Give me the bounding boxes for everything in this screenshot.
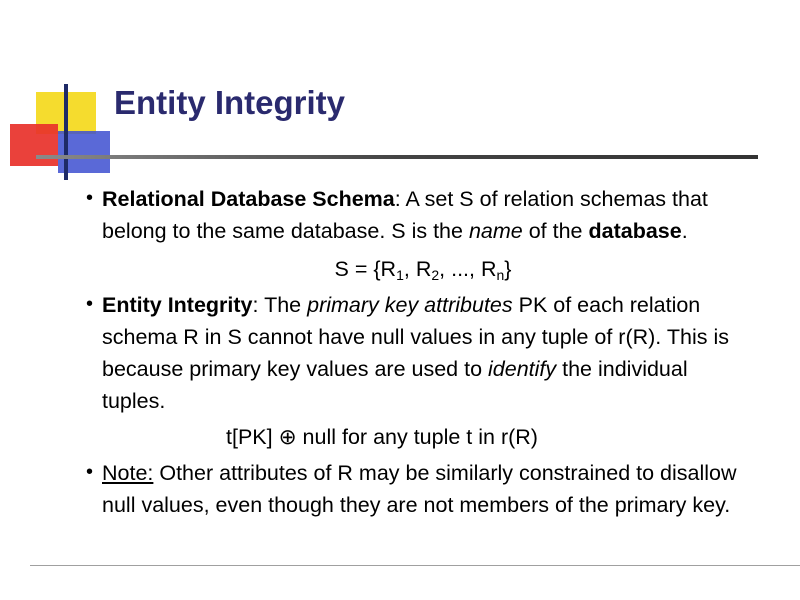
formula-part: , R: [403, 257, 432, 281]
bullet-text: Other attributes of R may be similarly constrained to disallow null values, even though they are not members of the primary key.: [102, 461, 737, 517]
term-relational-database-schema: Relational Database Schema: [102, 187, 395, 211]
bullet-entity-integrity: [84, 289, 744, 417]
title-underline-rule: [36, 155, 758, 159]
formula-part: }: [504, 257, 512, 281]
bullet-text: the individual tuples.: [102, 357, 688, 413]
formula-subscript: 1: [396, 267, 404, 283]
logo-red-square: [10, 124, 58, 166]
bullet-text: : The: [252, 293, 308, 317]
bullet-note: [84, 457, 744, 521]
bullet-text: PK of each relation schema R in S cannot have null values in any tuple of r(R). This is because primary key values are used to: [102, 293, 729, 381]
logo-vertical-bar: [64, 84, 68, 180]
slide-logo-decoration: [0, 0, 120, 190]
slide-body: [84, 183, 744, 521]
formula-subscript: n: [496, 267, 505, 283]
bullet-dot: •: [86, 293, 94, 315]
footer-rule: [30, 565, 800, 566]
bullet-dot: •: [86, 461, 94, 483]
bullet-text: of the: [522, 219, 589, 243]
bullet-text: .: [681, 219, 688, 243]
note-label: Note:: [102, 461, 154, 485]
slide-title: Entity Integrity: [114, 84, 346, 121]
strong-database: database: [588, 219, 682, 243]
formula-part: S = {R: [334, 257, 397, 281]
emphasis-name: name: [468, 219, 523, 243]
bullet-text: : A set S of relation schemas that belong to the same database. S is the: [102, 187, 708, 243]
formula-schema-set: [84, 253, 744, 285]
emphasis-primary-key-attributes: primary key attributes: [307, 293, 513, 317]
term-entity-integrity: Entity Integrity: [102, 293, 253, 317]
bullet-schema: [84, 183, 744, 247]
bullet-dot: •: [86, 187, 94, 209]
formula-subscript: 2: [431, 267, 440, 283]
emphasis-identify: identify: [488, 357, 557, 381]
formula-part: , ..., R: [439, 257, 497, 281]
formula-pk-not-null: t[PK] ⊕ null for any tuple t in r(R): [226, 425, 538, 449]
